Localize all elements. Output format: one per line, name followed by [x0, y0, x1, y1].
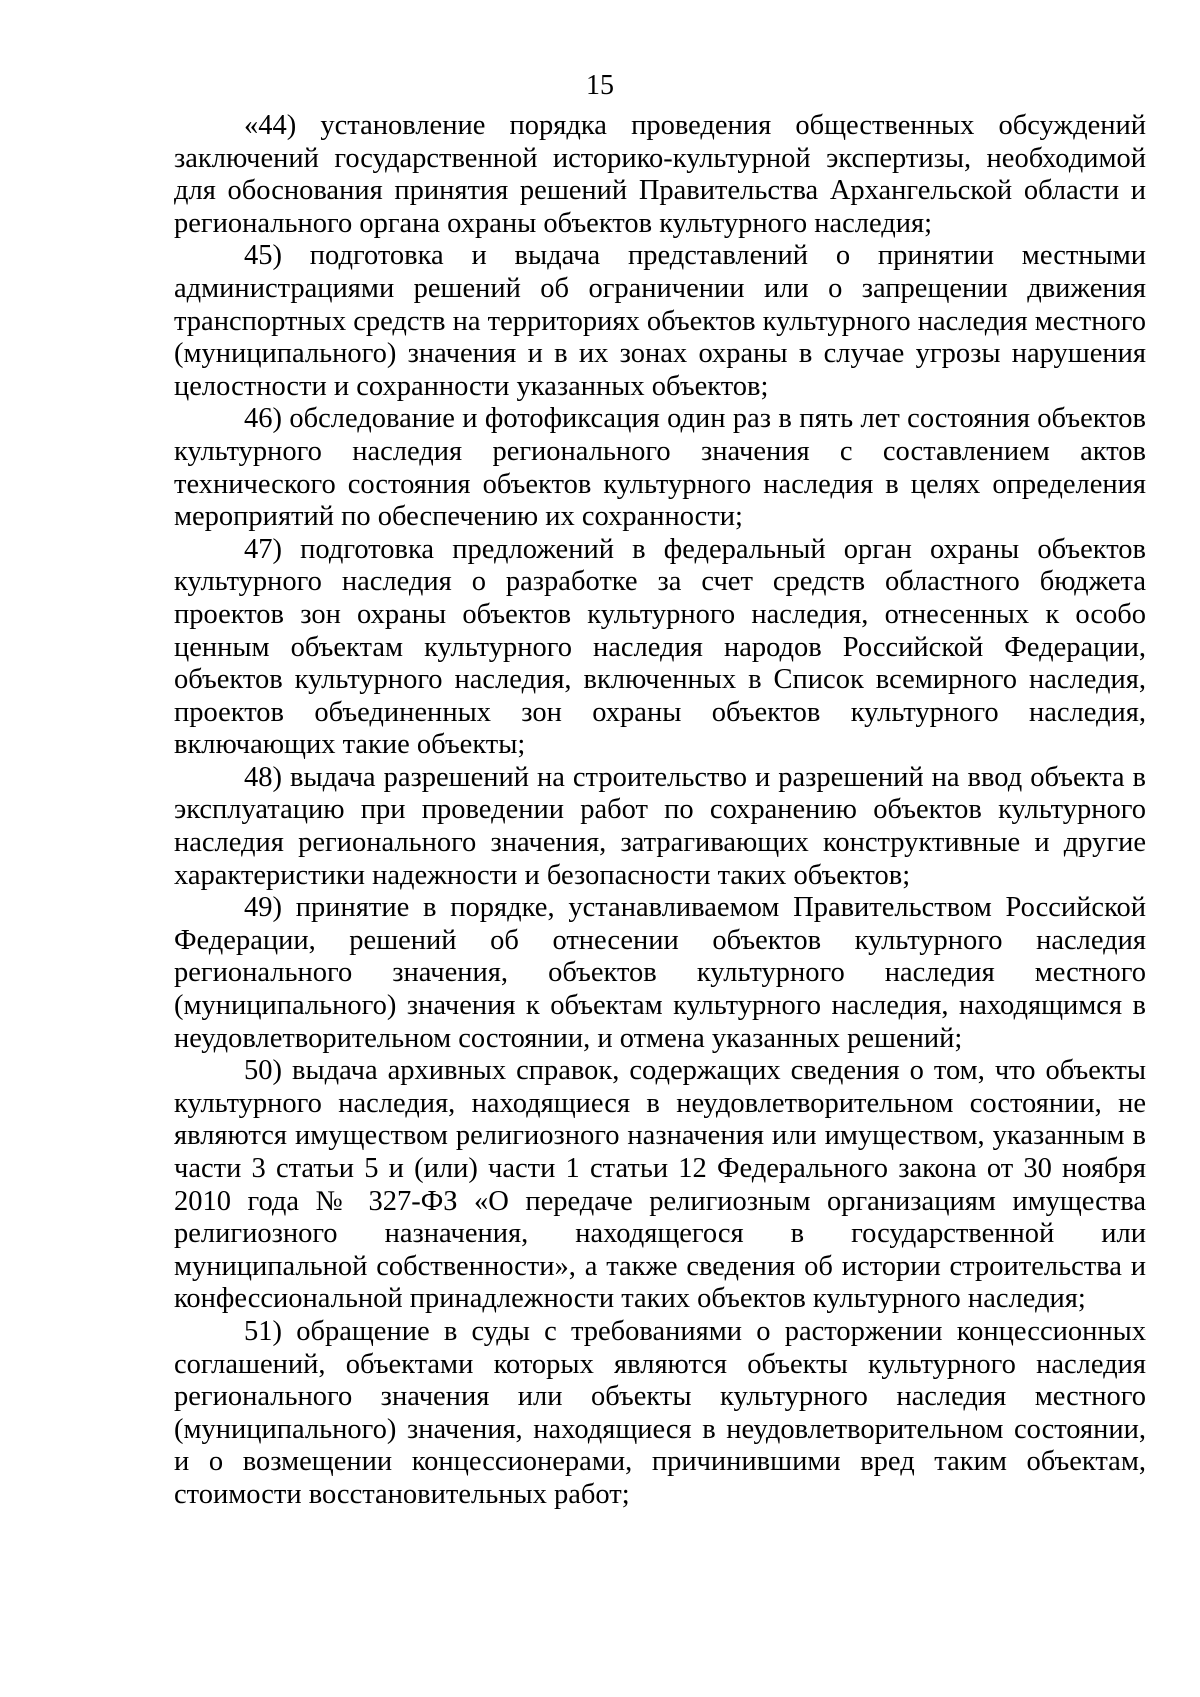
paragraph-49: 49) принятие в порядке, устанавливаемом Правительством Российской Федерации, решений об отнесении объектов культурного наследия регионального значения, объектов культурного наследия местного (муниципального) значения к объектам культурного наследия, находящимся в неудовлетворительном состоянии, и отмена указанных решений; — [174, 892, 1146, 1054]
paragraph-48: 48) выдача разрешений на строительство и разрешений на ввод объекта в эксплуатацию при проведении работ по сохранению объектов культурного наследия регионального значения, затрагивающих конструктивные и другие характеристики надежности и безопасности таких объектов; — [174, 761, 1146, 891]
paragraph-46: 46) обследование и фотофиксация один раз в пять лет состояния объектов культурного наследия регионального значения с составлением актов технического состояния объектов культурного наследия в целях определения мероприятий по обеспечению их сохранности; — [174, 403, 1146, 533]
paragraph-50: 50) выдача архивных справок, содержащих сведения о том, что объекты культурного наследия, находящиеся в неудовлетворительном состоянии, не являются имуществом религиозного назначения или имуществом, указанным в части 3 статьи 5 и (или) части 1 статьи 12 Федерального закона от 30 ноября 2010 года № 327-ФЗ «О передаче религиозным организациям имущества религиозного назначения, находящегося в государственной или муниципальной собственности», а также сведения об истории строительства и конфессиональной принадлежности таких объектов культурного наследия; — [174, 1055, 1146, 1315]
page-number: 15 — [586, 70, 614, 101]
paragraph-44: «44) установление порядка проведения общественных обсуждений заключений государственной историко-культурной экспертизы, необходимой для обоснования принятия решений Правительства Архангельской области и регионального органа охраны объектов культурного наследия; — [174, 110, 1146, 239]
document-body — [174, 110, 1146, 1512]
paragraph-51: 51) обращение в суды с требованиями о расторжении концессионных соглашений, объектами которых являются объекты культурного наследия регионального значения или объекты культурного наследия местного (муниципального) значения, находящиеся в неудовлетворительном состоянии, и о возмещении концессионерами, причинившими вред таким объектам, стоимости восстановительных работ; — [174, 1315, 1146, 1510]
paragraph-45: 45) подготовка и выдача представлений о принятии местными администрациями решений об ограничении или о запрещении движения транспортных средств на территориях объектов культурного наследия местного (муниципального) значения и в их зонах охраны в случае угрозы нарушения целостности и сохранности указанных объектов; — [174, 240, 1146, 402]
paragraph-47: 47) подготовка предложений в федеральный орган охраны объектов культурного наследия о разработке за счет средств областного бюджета проектов зон охраны объектов культурного наследия, отнесенных к особо ценным объектам культурного наследия народов Российской Федерации, объектов культурного наследия, включенных в Список всемирного наследия, проектов объединенных зон охраны объектов культурного наследия, включающих такие объекты; — [174, 533, 1146, 761]
